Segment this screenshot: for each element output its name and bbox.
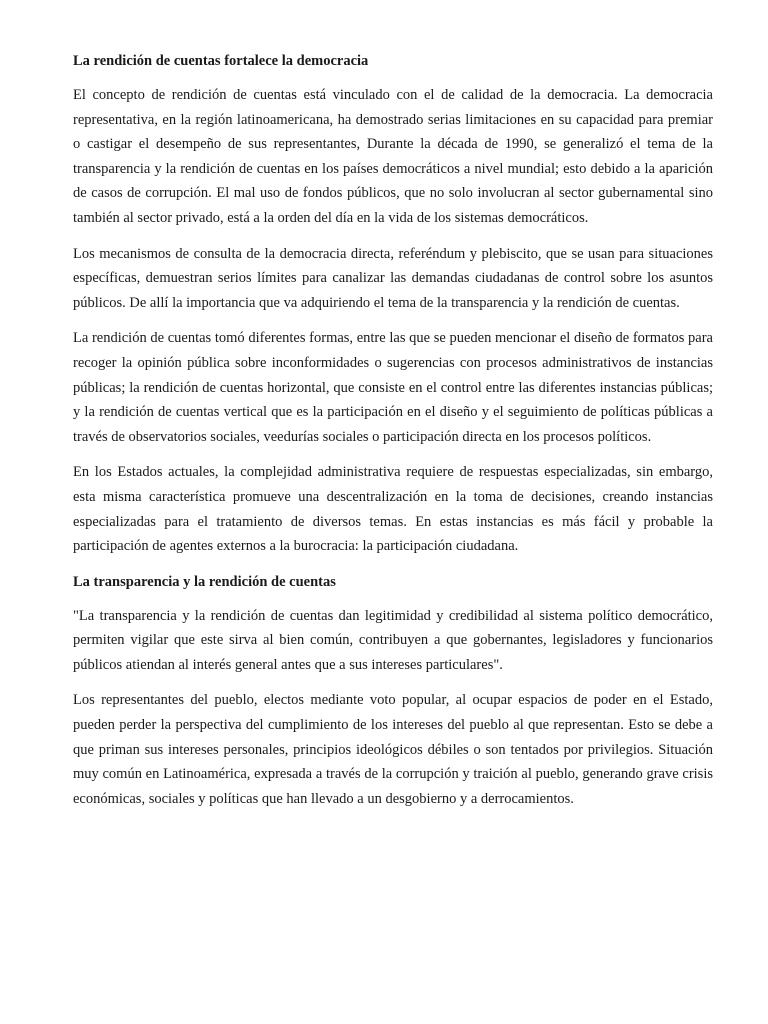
paragraph-representantes: Los representantes del pueblo, electos mediante voto popular, al ocupar espacios de poder en el Estado, pueden perder la perspectiva del cumplimiento de los intereses del pueblo al que representan. Esto se debe a que priman sus intereses personales, principios ideológicos débiles o son tentados por privilegios. Situación muy común en Latinoamérica, expresada a través de la corrupción y traición al pueblo, generando grave crisis económicas, sociales y políticas que han llevado a un desgobierno y a derrocamientos. [73, 692, 713, 807]
paragraph-mecanismos: Los mecanismos de consulta de la democracia directa, referéndum y plebiscito, que se usan para situaciones específicas, demuestran serios límites para canalizar las demandas ciudadanas de control sobre los asuntos públicos. De allí la importancia que va adquiriendo el tema de la transparencia y la rendición de cuentas. [73, 245, 713, 311]
section-heading-transparencia: La transparencia y la rendición de cuentas [73, 573, 336, 590]
paragraph-cita: "La transparencia y la rendición de cuentas dan legitimidad y credibilidad al sistema político democrático, permiten vigilar que este sirva al bien común, contribuyen a que gobernantes, legisladores y funcionarios públicos atiendan al interés general antes que a sus intereses particulares". [73, 607, 713, 673]
paragraph-formas: La rendición de cuentas tomó diferentes formas, entre las que se pueden mencionar el diseño de formatos para recoger la opinión pública sobre inconformidades o sugerencias con procesos administrativos de instancias públicas; la rendición de cuentas horizontal, que consiste en el control entre las diferentes instancias públicas; y la rendición de cuentas vertical que es la participación en el diseño y el seguimiento de políticas públicas a través de observatorios sociales, veedurías sociales o participación directa en los procesos políticos. [73, 330, 713, 445]
paragraph-concepto: El concepto de rendición de cuentas está vinculado con el de calidad de la democracia. La democracia representativa, en la región latinoamericana, ha demostrado serias limitaciones en su capacidad para premiar o castigar el desempeño de sus representantes, Durante la década de 1990, se generalizó el tema de la transparencia y la rendición de cuentas en los países democráticos a nivel mundial; esto debido a la aparición de casos de corrupción. El mal uso de fondos públicos, que no solo involucran al sector gubernamental sino también al sector privado, está a la orden del día en la vida de los sistemas democráticos. [73, 87, 713, 226]
section-heading-democracia: La rendición de cuentas fortalece la democracia [73, 53, 369, 69]
paragraph-estados-actuales: En los Estados actuales, la complejidad administrativa requiere de respuestas especializadas, sin embargo, esta misma característica promueve una descentralización en la toma de decisiones, creando instancias especializadas para el tratamiento de diversos temas. En estas instancias es más fácil y probable la participación de agentes externos a la burocracia: la participación ciudadana. [73, 464, 713, 555]
